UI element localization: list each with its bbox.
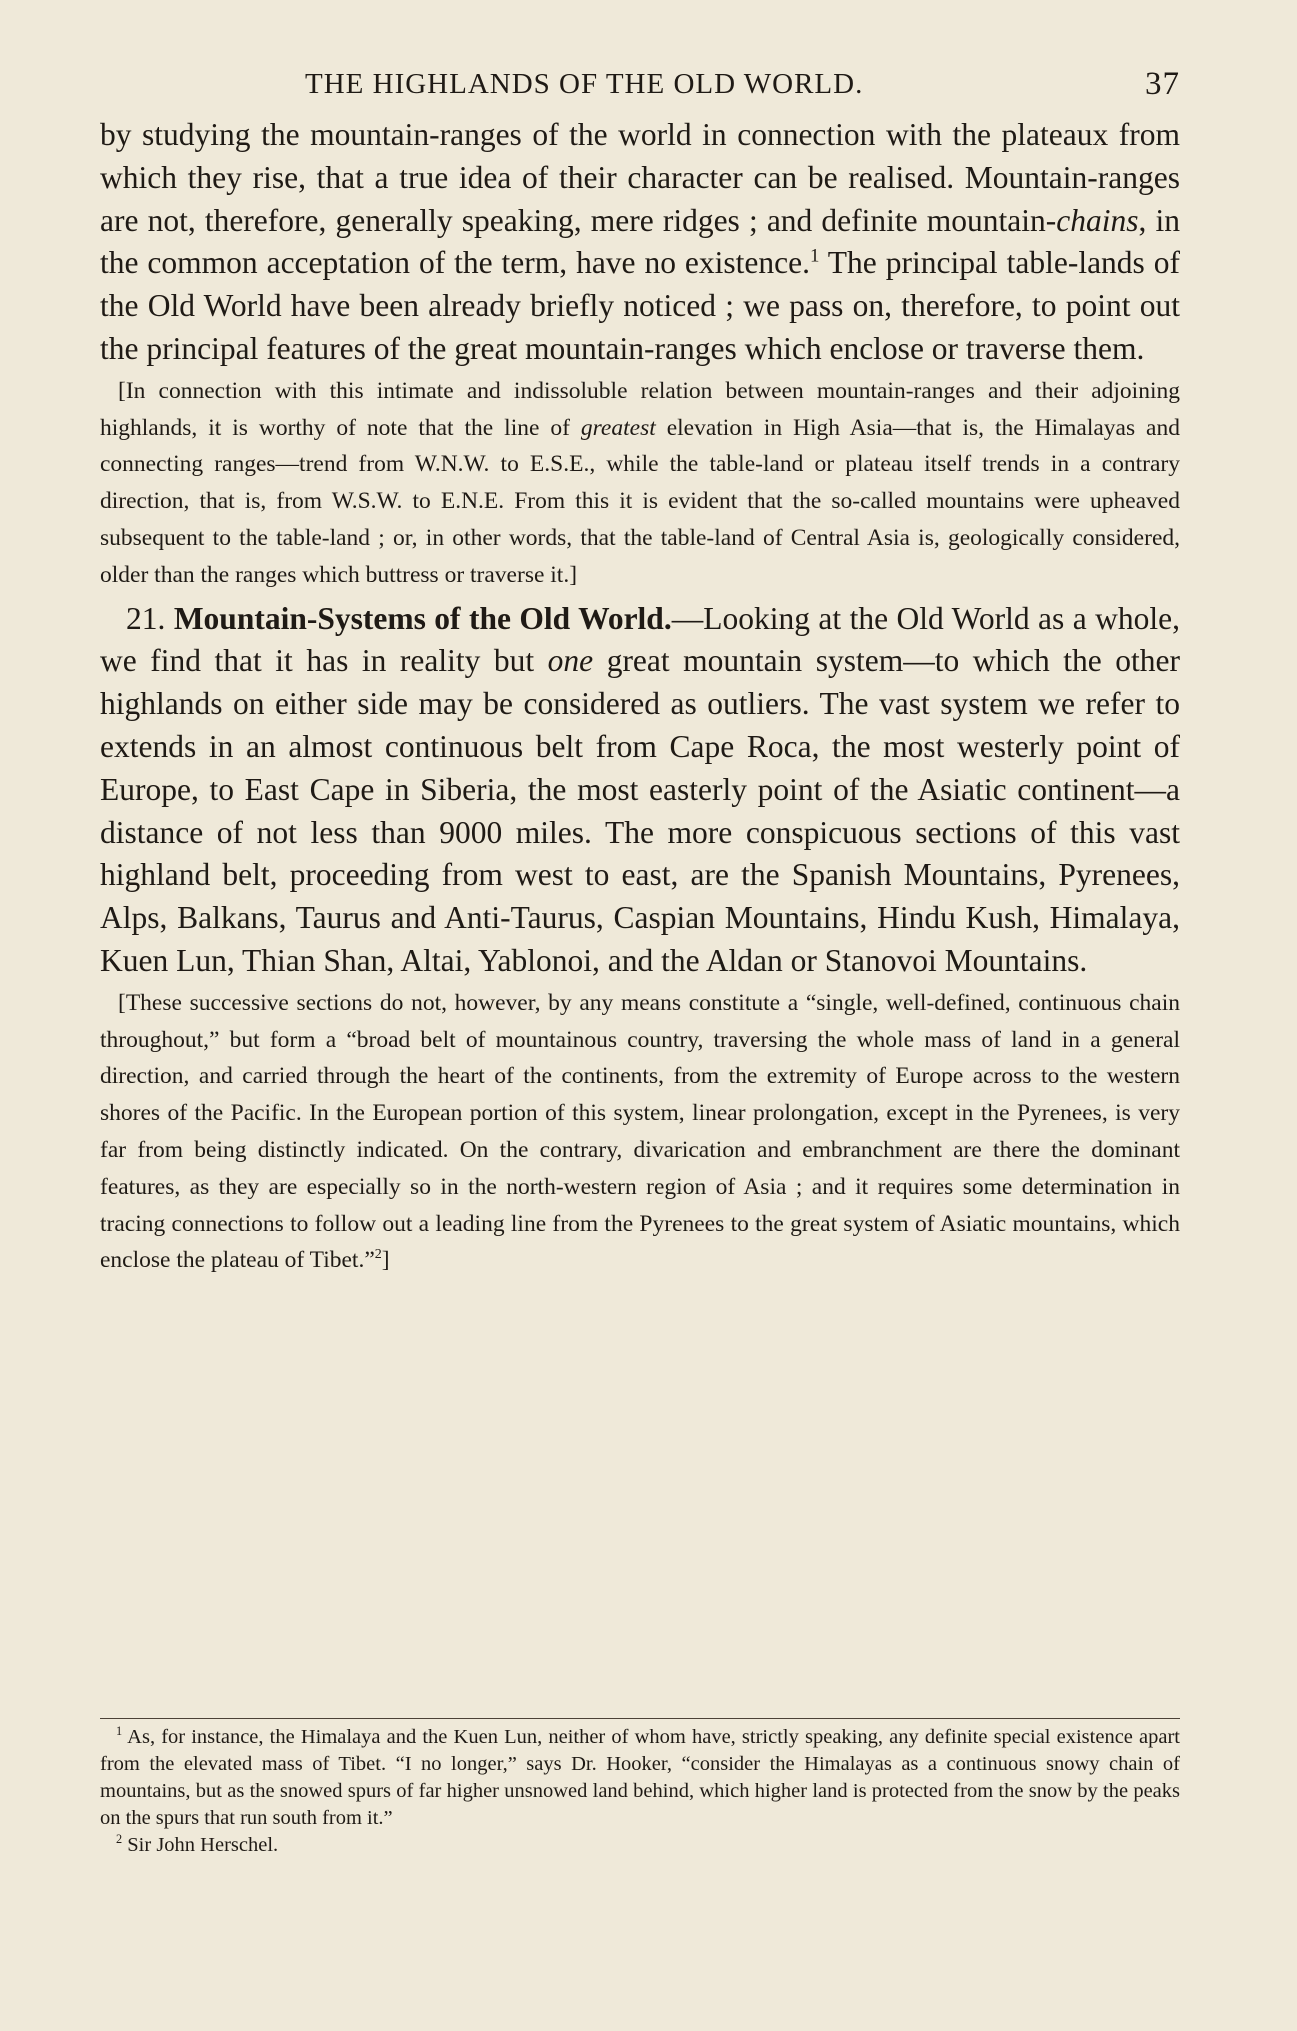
italic-word: one [547, 643, 594, 679]
footnote-reference: 2 [374, 1246, 382, 1263]
footnote-text: As, for instance, the Himalaya and the Kuen Lun, neither of whom have, strictly speaking, any definite special existence apart from the elevated mass of Tibet. “I no longer,” says Dr. Hooker, “consider the Himalayas as a continuous snowy chain of mountains, but as the snowed spurs of far higher unsnowed land behind, which higher land is protected from the snow by the peaks on the spurs that run south from it.” [100, 1726, 1180, 1829]
footnote-text: Sir John Herschel. [127, 1834, 279, 1856]
paragraph-text: by studying the mountain-ranges of the world in connection with the plateaux from which they rise, that a true idea of their character can be realised. Mountain-ranges are not, therefore, generally speaking, mere ridges ; and definite mountain- [100, 117, 1180, 238]
note-text: elevation in High Asia—that is, the Himalayas and connecting ranges—trend from W.N.W. to E.S.E., while the table-land or plateau itself trends in a contrary direction, that is, from W.S.W. to E.N.E. From this it is evident that the so-called mountains were upheaved subsequent to the table-land ; or, in other words, that the table-land of Central Asia is, geologically considered, older than the ranges which buttress or traverse it.] [100, 414, 1180, 588]
footnote-1 [100, 1724, 1180, 1832]
note-text: [These successive sections do not, however, by any means constitute a “single, well-defined, continuous chain throughout,” but form a “broad belt of mountainous country, traversing the whole mass of land in a general direction, and carried through the heart of the continents, from the extremity of Europe across to the western shores of the Pacific. In the European portion of this system, linear prolongation, except in the Pyrenees, is very far from being distinctly indicated. On the contrary, divarication and embranchment are there the dominant features, as they are especially so in the north-western region of Asia ; and it requires some determination in tracing connections to follow out a leading line from the Pyrenees to the great system of Asiatic mountains, which enclose the plateau of Tibet.” [100, 989, 1180, 1274]
running-title: THE HIGHLANDS OF THE OLD WORLD. [305, 68, 864, 100]
section-number: 21. [126, 600, 166, 636]
italic-word: chains [1056, 202, 1139, 238]
bracketed-note-2 [100, 985, 1180, 1279]
footnote-2 [100, 1832, 1180, 1859]
running-head [100, 58, 1180, 114]
section-text: —Looking at the Old World as a whole, we find that it has in reality but [100, 600, 1180, 679]
bracketed-note-1 [100, 373, 1180, 594]
section-heading: Mountain-Systems of the Old World. [173, 600, 672, 636]
section-21-paragraph [100, 598, 1180, 983]
note-closing-bracket: ] [381, 1247, 390, 1274]
footnote-reference: 1 [809, 245, 820, 267]
paragraph-text: , in the common acceptation of the term, have no existence. [100, 202, 1180, 281]
body-paragraph-continuation [100, 114, 1180, 371]
footnote-marker: 1 [116, 1724, 123, 1739]
paragraph-text: The principal table-lands of the Old World have been already briefly noticed ; we pass on, therefore, to point out the principal features of the great mountain-ranges which enclose or traverse them. [100, 245, 1180, 366]
footnotes [100, 1724, 1180, 1859]
section-text: great mountain system—to which the other highlands on either side may be considered as outliers. The vast system we refer to extends in an almost continuous belt from Cape Roca, the most westerly point of Europe, to East Cape in Siberia, the most easterly point of the Asiatic continent—a distance of not less than 9000 miles. The more conspicuous sections of this vast highland belt, proceeding from west to east, are the Spanish Mountains, Pyrenees, Alps, Balkans, Taurus and Anti-Taurus, Caspian Mountains, Hindu Kush, Himalaya, Kuen Lun, Thian Shan, Altai, Yablonoi, and the Aldan or Stanovoi Mountains. [100, 643, 1180, 978]
note-text: [In connection with this intimate and indissoluble relation between mountain-ranges and their adjoining highlands, it is worthy of note that the line of [100, 377, 1180, 441]
italic-word: greatest [580, 414, 656, 441]
page-number: 37 [1145, 66, 1180, 102]
footnote-marker: 2 [116, 1832, 123, 1847]
book-page [100, 58, 1180, 1856]
footnote-rule [100, 1718, 1180, 1719]
